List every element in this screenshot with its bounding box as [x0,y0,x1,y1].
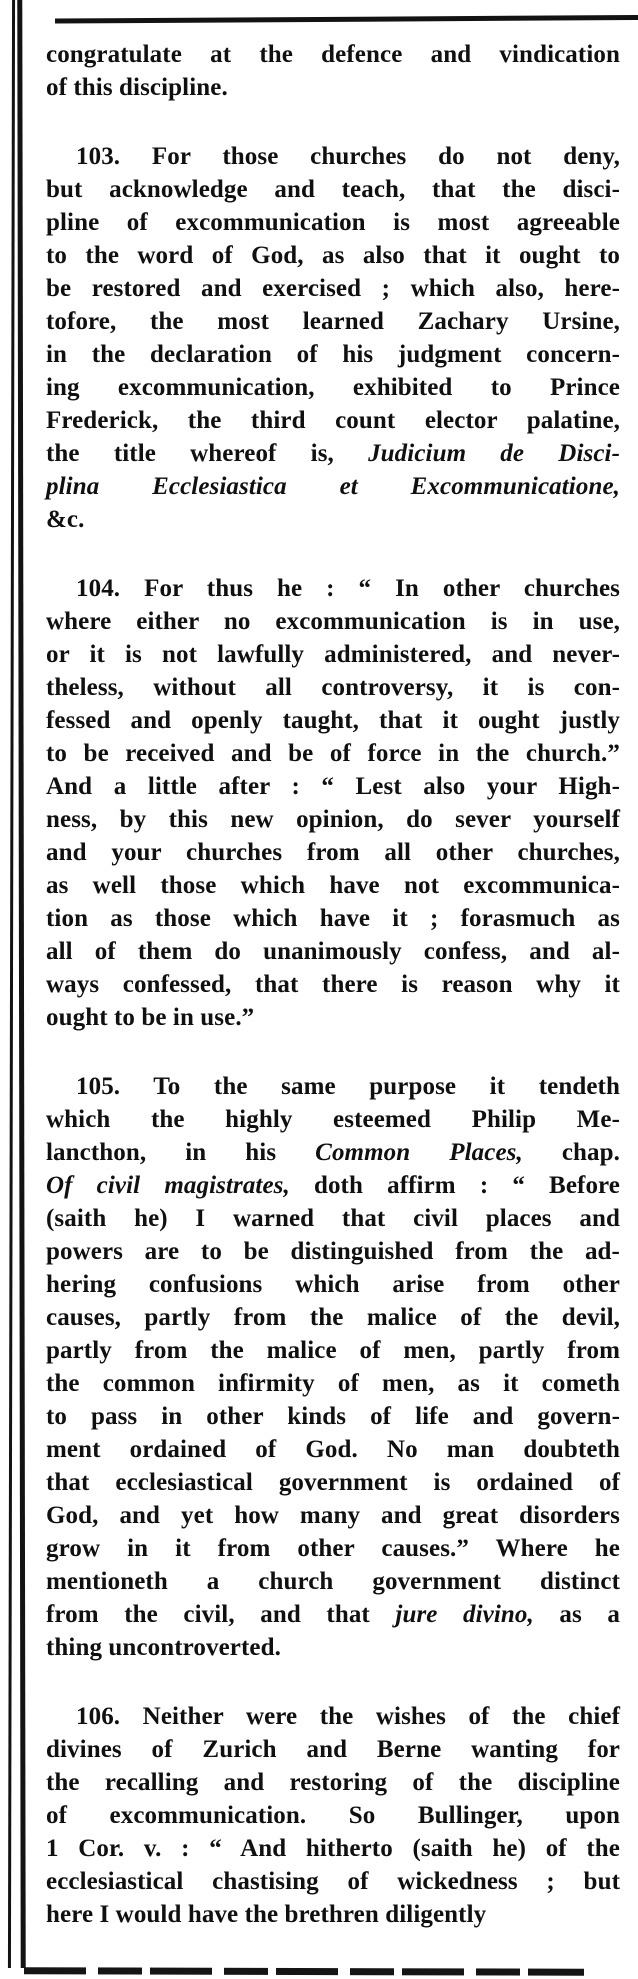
text-segment: tion as those which have it ; forasmuch as [46,905,620,932]
text-segment: that ecclesiastical government is ordained of [46,1469,620,1496]
text-line [46,305,620,338]
text-line [46,869,620,902]
text-segment: theless, without all controversy, it is con- [46,674,620,701]
text-line [46,38,620,71]
text-line [46,437,620,470]
text-line [46,1001,620,1034]
text-segment: congratulate at the defence and vindication [46,41,620,68]
text-segment: ecclesiastical chastising of wickedness ; but [46,1868,620,1895]
text-line [46,239,620,272]
text-segment: pline of excommunication is most agreeable [46,209,620,236]
text-line [46,770,620,803]
text-segment: or it is not lawfully administered, and never- [46,641,620,668]
italic-text-segment: Of civil magistrates, [46,1172,290,1199]
text-segment: thing uncontroverted. [46,1634,281,1661]
text-line [46,1301,620,1334]
paragraph-103 [46,140,620,536]
text-line [46,1169,620,1202]
text-segment: which the highly esteemed Philip Me- [46,1106,620,1133]
text-segment: doth affirm : “ Before [289,1172,620,1199]
text-line [46,1565,620,1598]
text-segment: causes, partly from the malice of the devil, [46,1304,620,1331]
text-segment: (saith he) I warned that civil places and [46,1205,620,1232]
continuation-paragraph [46,38,620,104]
text-line [46,1367,620,1400]
text-line [46,1799,620,1832]
text-line [46,1466,620,1499]
text-segment: tofore, the most learned Zachary Ursine, [46,308,620,335]
text-line [46,902,620,935]
text-segment: grow in it from other causes.” Where he [46,1535,620,1562]
binding-rule-outer [8,0,15,1968]
text-segment: ment ordained of God. No man doubteth [46,1436,620,1463]
text-segment: fessed and openly taught, that it ought justly [46,707,620,734]
text-line [46,206,620,239]
text-segment: be restored and exercised ; which also, here- [46,275,620,302]
paragraph-105 [46,1070,620,1664]
text-segment: in the declaration of his judgment concern- [46,341,620,368]
text-segment: chap. [522,1139,620,1166]
text-line [46,1898,620,1931]
italic-text-segment: plina Ecclesiastica et Excommunicatione, [46,473,620,500]
text-segment: mentioneth a church government distinct [46,1568,620,1595]
bottom-rule [24,1967,584,1975]
text-line [46,671,620,704]
text-line [46,71,620,104]
text-line [46,338,620,371]
text-line [46,503,620,536]
text-line [46,1136,620,1169]
text-line [46,836,620,869]
text-line [46,1433,620,1466]
text-line [46,1865,620,1898]
text-segment: And a little after : “ Lest also your High- [46,773,620,800]
text-line [46,371,620,404]
text-line [46,1733,620,1766]
text-segment: partly from the malice of men, partly from [46,1337,620,1364]
text-line [46,737,620,770]
text-segment: to be received and be of force in the church.” [46,740,620,767]
text-line [46,1700,620,1733]
text-line [46,1532,620,1565]
text-line [46,140,620,173]
text-line [46,1103,620,1136]
text-line [46,173,620,206]
text-line [46,704,620,737]
paragraph-106 [46,1700,620,1931]
text-line [46,1631,620,1664]
text-segment: as well those which have not excommunica- [46,872,620,899]
text-line [46,1070,620,1103]
binding-rule-inner [17,0,25,1968]
text-line [46,638,620,671]
text-line [46,1598,620,1631]
text-line [46,1832,620,1865]
text-line [46,1235,620,1268]
text-segment: powers are to be distinguished from the ad- [46,1238,620,1265]
text-line [46,272,620,305]
text-line [46,605,620,638]
text-segment: and your churches from all other churches, [46,839,620,866]
text-segment: &c. [46,506,85,533]
text-segment: as a [533,1601,620,1628]
page-text [46,38,620,1931]
italic-text-segment: jure divino, [395,1601,534,1628]
text-segment: to the word of God, as also that it ought to [46,242,620,269]
text-line [46,470,620,503]
italic-text-segment: Judicium de Disci- [368,440,620,467]
paragraph-104 [46,572,620,1034]
text-segment: ing excommunication, exhibited to Prince [46,374,620,401]
text-segment: God, and yet how many and great disorders [46,1502,620,1529]
text-segment: all of them do unanimously confess, and al- [46,938,620,965]
text-segment: hering confusions which arise from other [46,1271,620,1298]
text-segment: ought to be in use.” [46,1004,255,1031]
top-rule [55,15,638,24]
text-line [46,572,620,605]
text-segment: but acknowledge and teach, that the disci- [46,176,620,203]
text-line [46,1400,620,1433]
text-segment: 105. To the same purpose it tendeth [76,1073,620,1100]
text-segment: here I would have the brethren diligently [46,1901,487,1928]
text-line [46,1268,620,1301]
text-line [46,1499,620,1532]
text-segment: 106. Neither were the wishes of the chief [76,1703,620,1730]
text-line [46,1334,620,1367]
text-segment: of excommunication. So Bullinger, upon [46,1802,620,1829]
text-segment: lancthon, in his [46,1139,316,1166]
text-line [46,404,620,437]
text-segment: of this discipline. [46,74,228,101]
text-line [46,935,620,968]
text-segment: Frederick, the third count elector palatine, [46,407,620,434]
text-segment: 104. For thus he : “ In other churches [76,575,620,602]
text-segment: divines of Zurich and Berne wanting for [46,1736,620,1763]
text-segment: 1 Cor. v. : “ And hitherto (saith he) of the [46,1835,620,1862]
italic-text-segment: Common Places, [315,1139,523,1166]
text-line [46,803,620,836]
text-segment: the title whereof is, [46,440,369,467]
text-segment: where either no excommunication is in use, [46,608,620,635]
text-segment: the recalling and restoring of the discipline [46,1769,620,1796]
text-segment: to pass in other kinds of life and govern- [46,1403,620,1430]
text-line [46,1766,620,1799]
text-segment: ways confessed, that there is reason why it [46,971,620,998]
text-line [46,1202,620,1235]
text-segment: from the civil, and that [46,1601,396,1628]
text-segment: ness, by this new opinion, do sever yourself [46,806,620,833]
text-segment: 103. For those churches do not deny, [76,143,620,170]
text-segment: the common infirmity of men, as it cometh [46,1370,620,1397]
text-line [46,968,620,1001]
